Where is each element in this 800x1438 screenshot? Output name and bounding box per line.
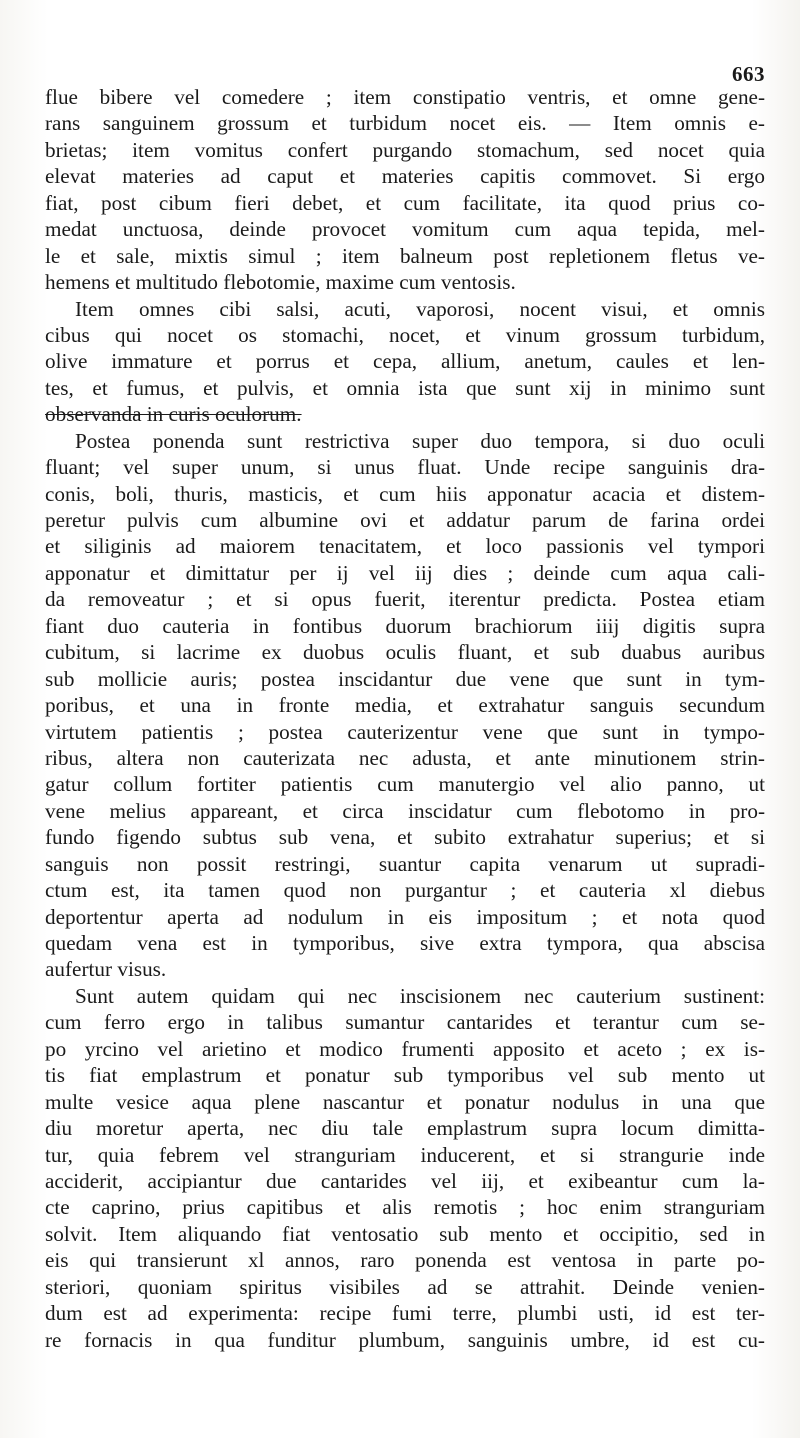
text-line: conis, boli, thuris, masticis, et cum hiis apponatur acacia et distem- — [45, 481, 765, 506]
text-line: tis fiat emplastrum et ponatur sub tymporibus vel sub mento ut — [45, 1063, 765, 1088]
text-line: vene melius appareant, et circa inscidatur cum flebotomo in pro- — [45, 798, 765, 823]
text-line: fiant duo cauteria in fontibus duorum brachiorum iiij digitis supra — [45, 613, 765, 638]
text-line: virtutem patientis ; postea cauterizentur vene que sunt in tympo- — [45, 719, 765, 744]
text-line: rans sanguinem grossum et turbidum nocet eis. — Item omnis e- — [45, 111, 765, 136]
text-line: elevat materies ad caput et materies capitis commovet. Si ergo — [45, 164, 765, 189]
text-line: quedam vena est in tymporibus, sive extra tympora, qua abscisa — [45, 931, 765, 955]
text-line: cibus qui nocet os stomachi, nocet, et vinum grossum turbidum, — [45, 322, 765, 347]
text-line: cum ferro ergo in talibus sumantur cantarides et terantur cum se- — [45, 1010, 765, 1035]
text-line: hemens et multitudo flebotomie, maxime cum ventosis. — [45, 270, 516, 295]
text-line: fundo figendo subtus sub vena, et subito extrahatur superius; et si — [45, 825, 765, 850]
text-line: flue bibere vel comedere ; item constipatio ventris, et omne gene- — [45, 85, 765, 109]
text-line: peretur pulvis cum albumine ovi et addatur parum de farina ordei — [45, 508, 765, 532]
text-line: eis qui transierunt xl annos, raro ponenda est ventosa in parte po- — [45, 1248, 765, 1273]
text-line: et siliginis ad maiorem tenacitatem, et loco passionis vel tympori — [45, 534, 765, 559]
text-line: sub mollicie auris; postea inscidantur due vene que sunt in tym- — [45, 666, 765, 691]
text-line: po yrcino vel arietino et modico frumenti apposito et aceto ; ex is- — [45, 1036, 765, 1061]
text-line: le et sale, mixtis simul ; item balneum post repletionem fletus ve- — [45, 243, 765, 268]
text-line: solvit. Item aliquando fiat ventosatio sub mento et occipitio, sed in — [45, 1221, 765, 1246]
text-line: apponatur et dimittatur per ij vel iij dies ; deinde cum aqua cali- — [45, 560, 765, 585]
paragraph-start: Sunt autem quidam qui nec inscisionem nec cauterium sustinent: — [75, 983, 765, 1008]
text-line: sanguis non possit restringi, suantur capita venarum ut supradi- — [45, 851, 765, 876]
text-line: brietas; item vomitus confert purgando stomachum, sed nocet quia — [45, 137, 765, 162]
text-line: deportentur aperta ad nodulum in eis impositum ; et nota quod — [45, 904, 765, 929]
text-line: steriori, quoniam spiritus visibiles ad se attrahit. Deinde venien- — [45, 1274, 765, 1299]
text-line: fluant; vel super unum, si unus fluat. Unde recipe sanguinis dra- — [45, 455, 765, 480]
text-line: medat unctuosa, deinde provocet vomitum cum aqua tepida, mel- — [45, 217, 765, 242]
paragraph-start: Item omnes cibi salsi, acuti, vaporosi, nocent visui, et omnis — [75, 296, 765, 321]
text-line: dum est ad experimenta: recipe fumi terre, plumbi usti, id est ter- — [45, 1301, 765, 1326]
body-text — [45, 84, 765, 1353]
text-line: cubitum, si lacrime ex duobus oculis fluant, et sub duabus auribus — [45, 640, 765, 665]
page-number: 663 — [732, 62, 765, 86]
paragraph-start: Postea ponenda sunt restrictiva super duo tempora, si duo oculi — [75, 428, 765, 453]
text-line: cte caprino, prius capitibus et alis remotis ; hoc enim stranguriam — [45, 1195, 765, 1220]
text-line: observanda in curis oculorum. — [45, 402, 302, 427]
text-line: ctum est, ita tamen quod non purgantur ; et cauteria xl diebus — [45, 878, 765, 903]
text-line: olive immature et porrus et cepa, allium, anetum, caules et len- — [45, 349, 765, 374]
text-line: multe vesice aqua plene nascantur et ponatur nodulus in una que — [45, 1089, 765, 1114]
text-line: re fornacis in qua funditur plumbum, sanguinis umbre, id est cu- — [45, 1327, 765, 1352]
text-line: ribus, altera non cauterizata nec adusta, et ante minutionem strin- — [45, 745, 765, 770]
text-line: tur, quia febrem vel stranguriam inducerent, et si strangurie inde — [45, 1142, 765, 1167]
text-line: aufertur visus. — [45, 957, 167, 982]
text-line: poribus, et una in fronte media, et extrahatur sanguis secundum — [45, 693, 765, 718]
text-line: diu moretur aperta, nec diu tale emplastrum supra locum dimitta- — [45, 1116, 765, 1141]
text-line: da removeatur ; et si opus fuerit, iterentur predicta. Postea etiam — [45, 587, 765, 612]
text-line: gatur collum fortiter patientis cum manutergio vel alio panno, ut — [45, 772, 765, 797]
text-line: fiat, post cibum fieri debet, et cum facilitate, ita quod prius co- — [45, 190, 765, 215]
text-line: tes, et fumus, et pulvis, et omnia ista que sunt xij in minimo sunt — [45, 375, 765, 400]
text-line: acciderit, accipiantur due cantarides vel iij, et exibeantur cum la- — [45, 1168, 765, 1193]
